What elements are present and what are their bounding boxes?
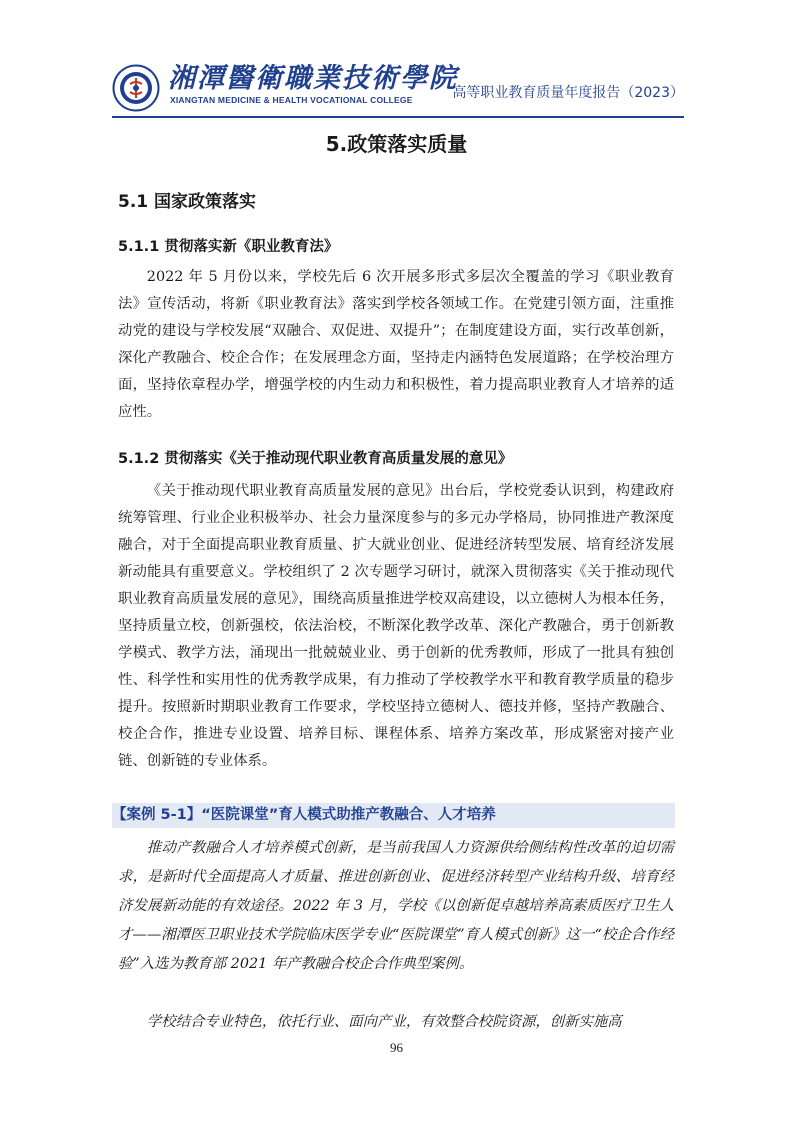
subsection-body-2: 《关于推动现代职业教育高质量发展的意见》出台后，学校党委认识到，构建政府统筹管理、行业企业积极举办、社会力量深度参与的多元办学格局，协同推进产教深度融合，对于全面提高职业教育质量、扩大就业创业、促进经济转型发展、培育经济发展新动能具有重要意义。学校组织了 2 次专题学习研讨，就深入贯彻落实《关于推动现代职业教育高质量发展的意见》，围绕高质量推进学校双高建设，以立德树人为根本任务，坚持质量立校，创新强校，依法治校，不断深化教学改革、深化产教融合，勇于创新教学模式、教学方法，涌现出一批兢兢业业、勇于创新的优秀教师，形成了一批具有独创性、科学性和实用性的优秀教学成果，有力推动了学校教学水平和教育教学质量的稳步提升。按照新时期职业教育工作要求，学校坚持立德树人、德技并修，坚持产教融合、校企合作，推进专业设置、培养目标、课程体系、培养方案改革，形成紧密对接产业链、创新链的专业体系。 [118,483,674,769]
page-number: 96 [390,1040,403,1055]
case-title-text: 【案例 5-1】“医院课堂”育人模式助推产教融合、人才培养 [112,807,496,823]
school-name-en: XIANGTAN MEDICINE & HEALTH VOCATIONAL COLLEGE [170,95,413,105]
section-heading: 5.1 国家政策落实 [118,192,257,212]
case-paragraph-1: 推动产教融合人才培养模式创新，是当前我国人力资源供给侧结构性改革的迫切需求，是新时代全面提高人才质量、推进创新创业、促进经济转型产业结构升级、培育经济发展新动能的有效途径。2022 年 3 月，学校《以创新促卓越培养高素质医疗卫生人才——湘潭医卫职业技术学院临床医学专业“医院课堂”育人模式创新》这一“校企合作经验”入选为教育部 2021 年产教融合校企合作典型案例。 [118,840,674,972]
case-title [112,803,675,828]
case-paragraph-2: 学校结合专业特色，依托行业、面向产业，有效整合校院资源，创新实施高 [146,1014,622,1030]
page-header [112,62,684,114]
report-title: 高等职业教育质量年度报告（2023） [452,85,684,101]
header-divider [112,116,684,118]
subsection-body-1: 2022 年 5 月份以来，学校先后 6 次开展多形式多层次全覆盖的学习《职业教育法》宣传活动，将新《职业教育法》落实到学校各领域工作。在党建引领方面，注重推动党的建设与学校发展“双融合、双促进、双提升”；在制度建设方面，实行改革创新，深化产教融合、校企合作；在发展理念方面，坚持走内涵特色发展道路；在学校治理方面，坚持依章程办学，增强学校的内生动力和积极性，着力提高职业教育人才培养的适应性。 [118,269,674,420]
subsection-heading-1: 5.1.1 贯彻落实新《职业教育法》 [118,239,339,255]
school-name-cn: 湘潭醫衛職業技術學院 [168,63,458,94]
subsection-heading-2: 5.1.2 贯彻落实《关于推动现代职业教育高质量发展的意见》 [118,451,513,467]
chapter-title: 5.政策落实质量 [325,132,468,156]
school-seal-icon [112,64,160,112]
